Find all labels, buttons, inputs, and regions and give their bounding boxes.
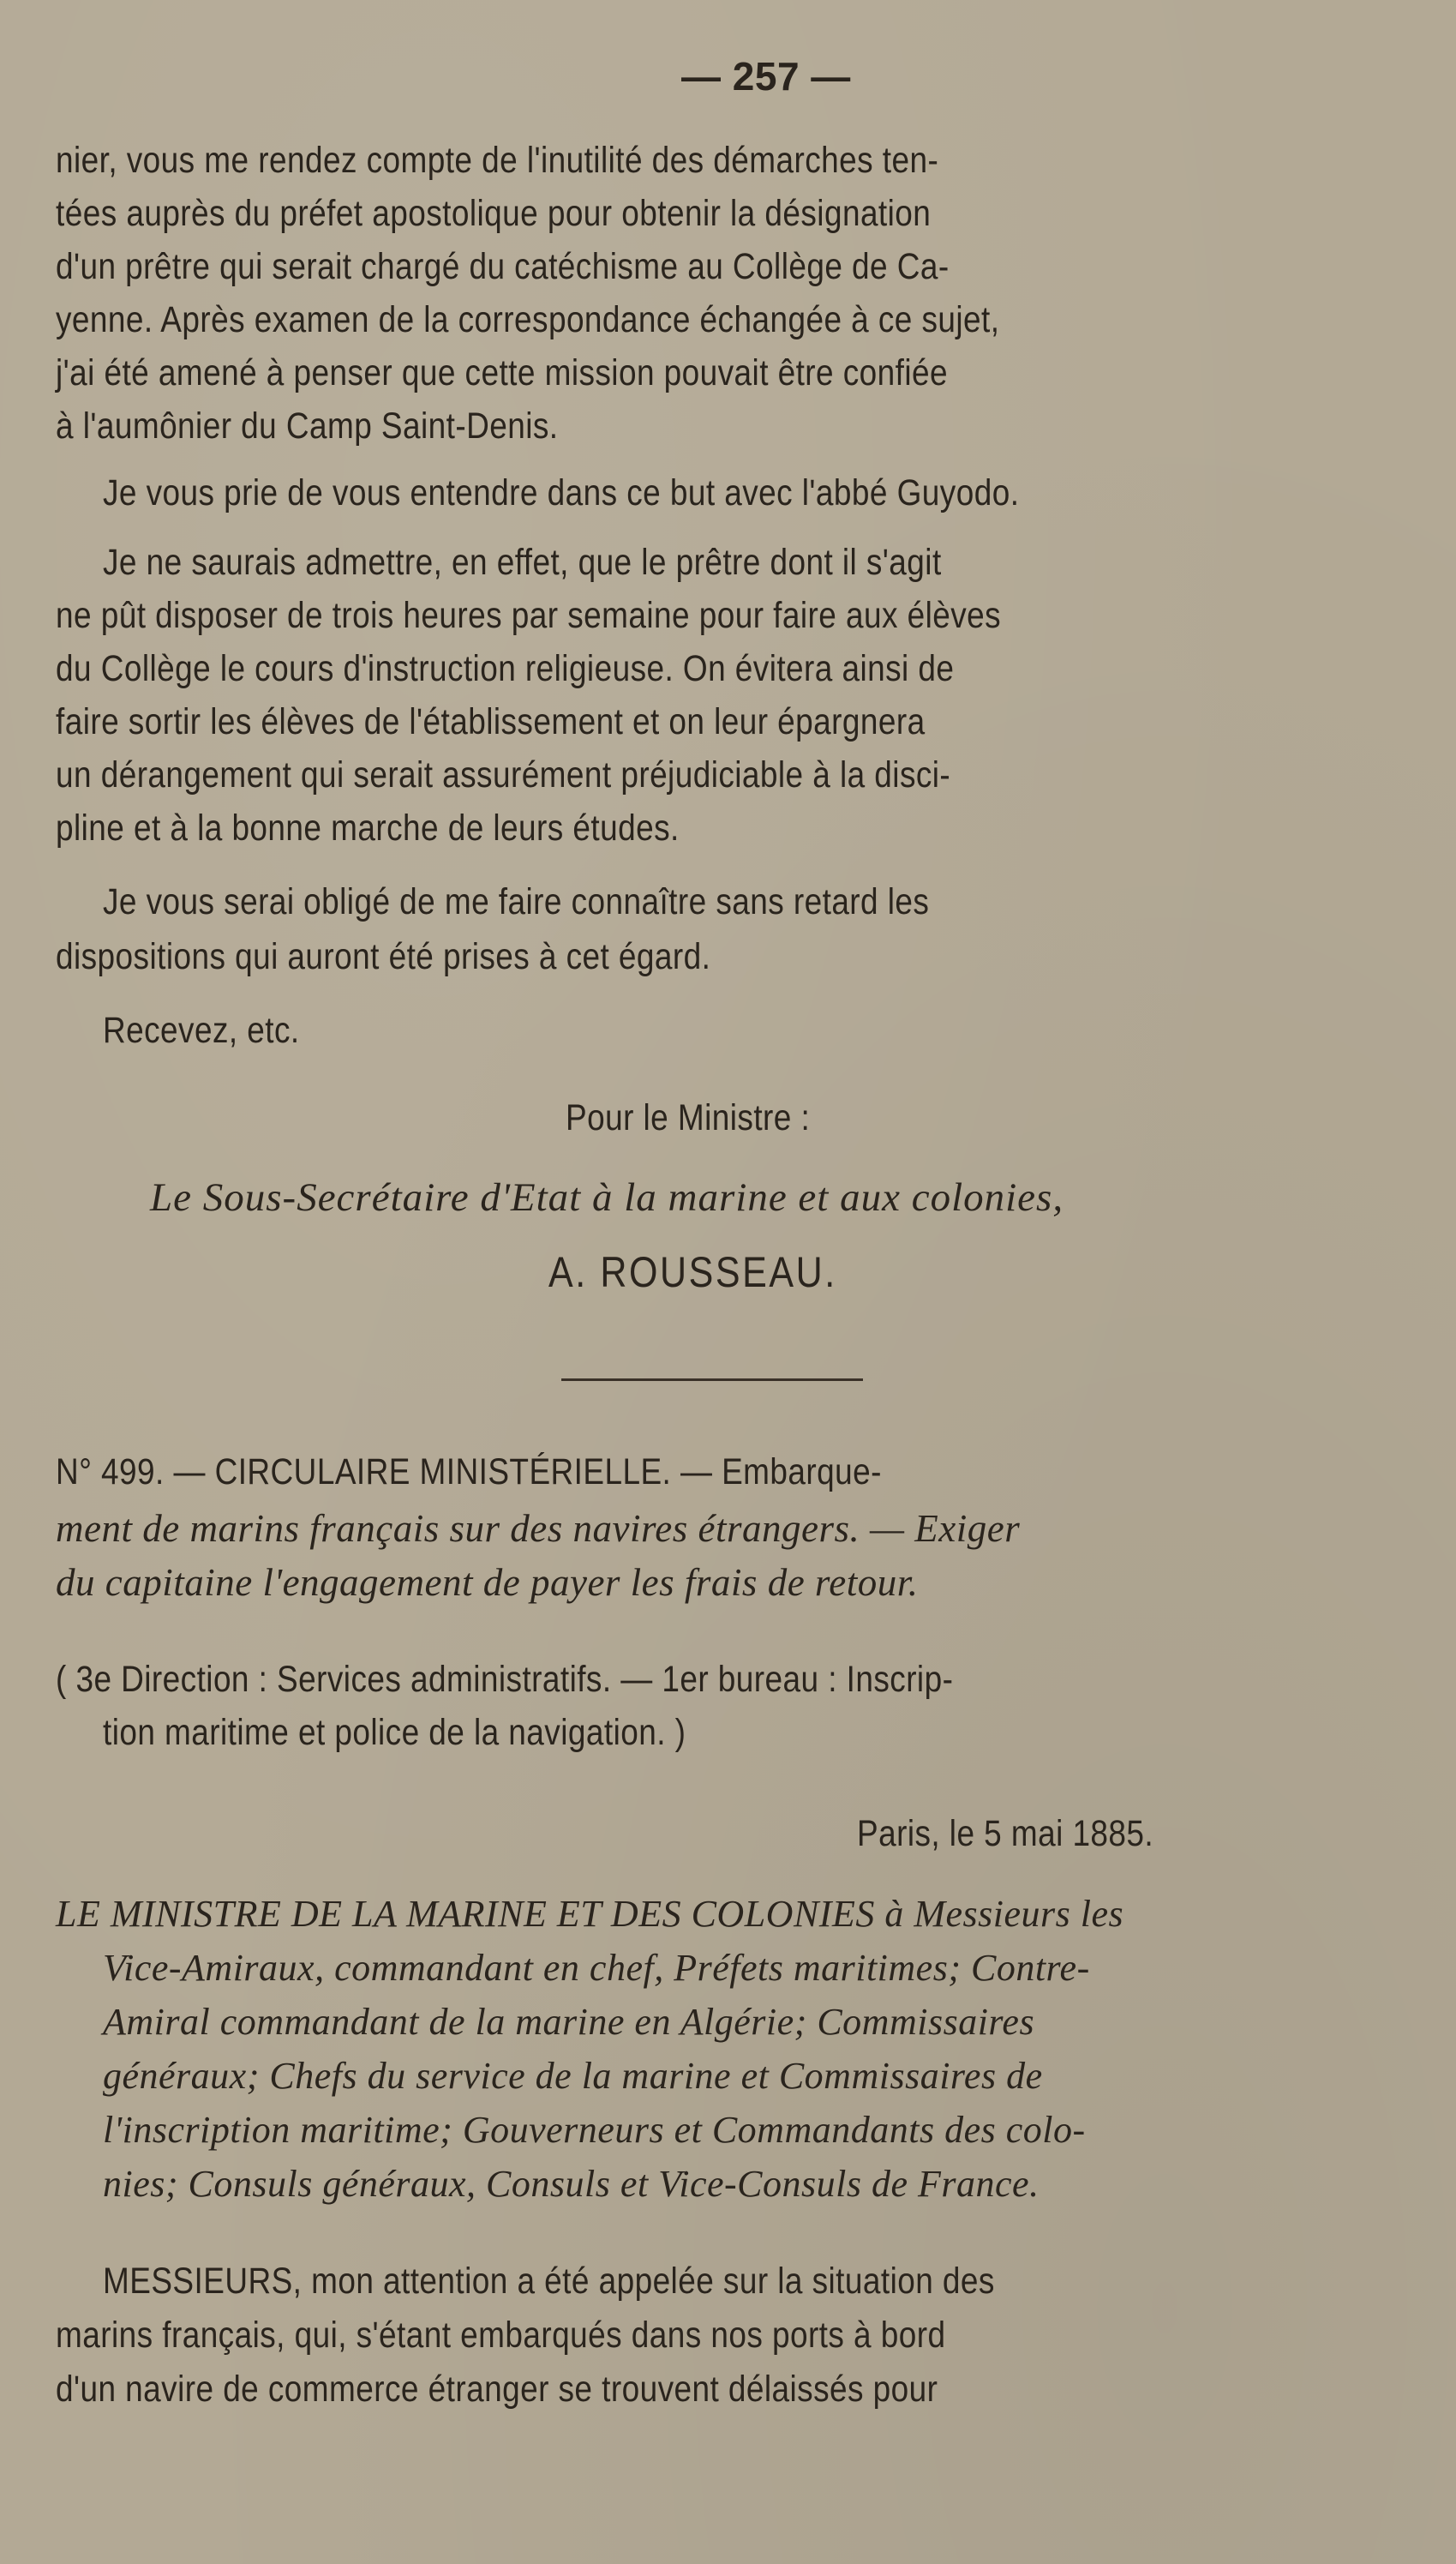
body-line: marins français, qui, s'étant embarqués dans nos ports à bord bbox=[56, 2315, 946, 2356]
addressee-line: l'inscription maritime; Gouverneurs et Commandants des colo- bbox=[103, 2109, 1086, 2151]
addressee-line: LE MINISTRE DE LA MARINE ET DES COLONIES à Messieurs les bbox=[56, 1893, 1124, 1935]
text-line: nier, vous me rendez compte de l'inutilité des démarches ten- bbox=[56, 140, 939, 181]
addressee-line: nies; Consuls généraux, Consuls et Vice-Consuls de France. bbox=[103, 2163, 1040, 2205]
addressee-line: généraux; Chefs du service de la marine et Commissaires de bbox=[103, 2055, 1043, 2097]
text-line: j'ai été amené à penser que cette mission pouvait être confiée bbox=[56, 352, 949, 393]
direction-line: ( 3e Direction : Services administratifs. — 1er bureau : Inscrip- bbox=[56, 1659, 954, 1700]
text-line: du Collège le cours d'instruction religieuse. On évitera ainsi de bbox=[56, 648, 955, 689]
signatory-title: Le Sous-Secrétaire d'Etat à la marine et aux colonies, bbox=[150, 1175, 1064, 1220]
page-number: — 257 — bbox=[681, 54, 851, 99]
direction-line: tion maritime et police de la navigation. ) bbox=[103, 1712, 686, 1753]
circular-heading-line: N° 499. — CIRCULAIRE MINISTÉRIELLE. — Embarque- bbox=[56, 1451, 882, 1492]
place-date: Paris, le 5 mai 1885. bbox=[857, 1813, 1154, 1854]
addressee-line: Amiral commandant de la marine en Algérie; Commissaires bbox=[103, 2001, 1035, 2043]
signatory-name: A. ROUSSEAU. bbox=[548, 1248, 837, 1296]
closing: Recevez, etc. bbox=[103, 1010, 300, 1051]
text-line: pline et à la bonne marche de leurs études. bbox=[56, 808, 680, 849]
text-line: Je vous serai obligé de me faire connaître sans retard les bbox=[103, 881, 930, 922]
text-line: Je vous prie de vous entendre dans ce but avec l'abbé Guyodo. bbox=[103, 472, 1020, 513]
text-line: à l'aumônier du Camp Saint-Denis. bbox=[56, 405, 559, 447]
text-line: un dérangement qui serait assurément préjudiciable à la disci- bbox=[56, 754, 951, 796]
body-line: d'un navire de commerce étranger se trouvent délaissés pour bbox=[56, 2369, 938, 2410]
text-line: Je ne saurais admettre, en effet, que le prêtre dont il s'agit bbox=[103, 542, 942, 583]
circular-heading-line: du capitaine l'engagement de payer les frais de retour. bbox=[56, 1561, 919, 1604]
section-divider bbox=[561, 1378, 863, 1381]
for-minister: Pour le Ministre : bbox=[566, 1097, 811, 1138]
text-line: tées auprès du préfet apostolique pour obtenir la désignation bbox=[56, 193, 932, 234]
text-line: d'un prêtre qui serait chargé du catéchisme au Collège de Ca- bbox=[56, 246, 950, 287]
text-line: faire sortir les élèves de l'établissement et on leur épargnera bbox=[56, 701, 926, 742]
text-line: yenne. Après examen de la correspondance échangée à ce sujet, bbox=[56, 299, 1000, 340]
body-line: MESSIEURS, mon attention a été appelée sur la situation des bbox=[103, 2261, 995, 2302]
text-line: ne pût disposer de trois heures par semaine pour faire aux élèves bbox=[56, 595, 1002, 636]
addressee-line: Vice-Amiraux, commandant en chef, Préfets maritimes; Contre- bbox=[103, 1947, 1090, 1989]
text-line: dispositions qui auront été prises à cet égard. bbox=[56, 936, 711, 977]
circular-heading-line: ment de marins français sur des navires étrangers. — Exiger bbox=[56, 1507, 1021, 1550]
